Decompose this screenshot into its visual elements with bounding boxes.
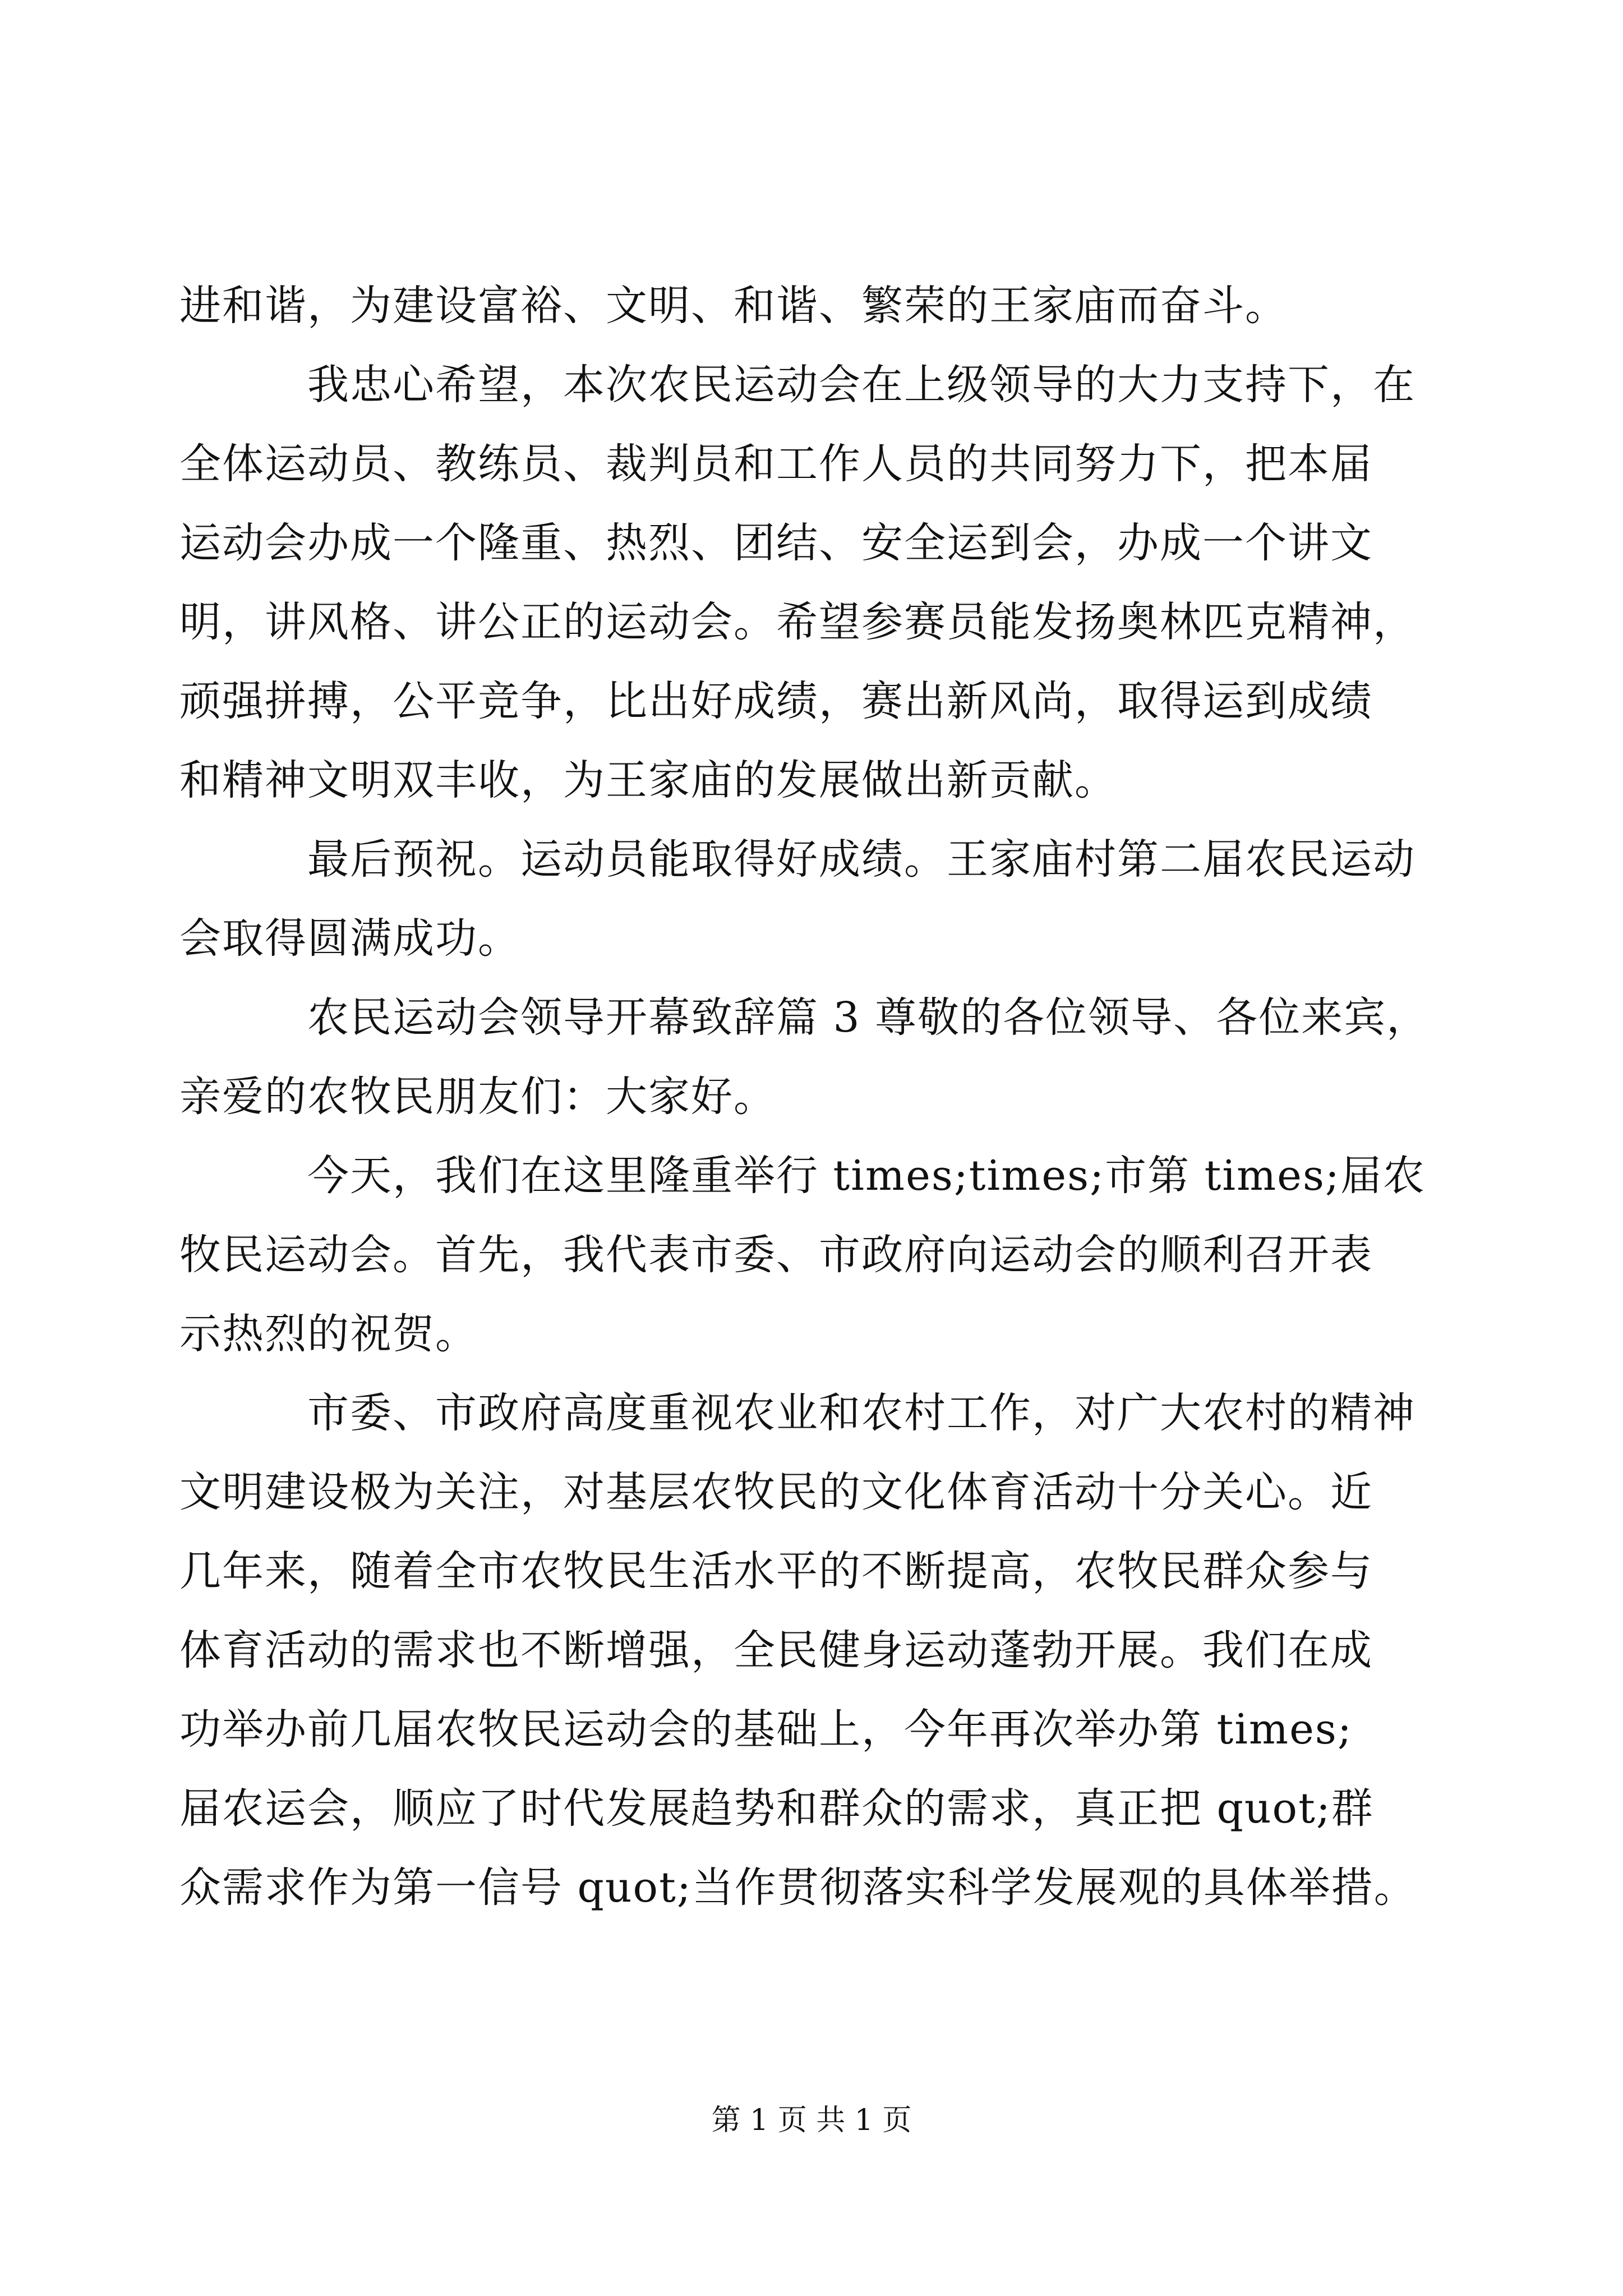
text-line: 牧民运动会。首先，我代表市委、市政府向运动会的顺利召开表 (179, 1231, 1373, 1279)
page-footer: 第 1 页 共 1 页 (711, 2104, 912, 2137)
paragraph (179, 346, 1447, 820)
text-line: 和精神文明双丰收，为王家庙的发展做出新贡献。 (179, 756, 1117, 804)
text-line: 示热烈的祝贺。 (179, 1310, 478, 1358)
text-line: 运动会办成一个隆重、热烈、团结、安全运到会，办成一个讲文 (179, 519, 1373, 567)
text-line: 明，讲风格、讲公正的运动会。希望参赛员能发扬奥林匹克精神， (179, 598, 1415, 646)
paragraph (179, 978, 1447, 1137)
text-line: 功举办前几届农牧民运动会的基础上，今年再次举办第 times; (179, 1705, 1353, 1754)
paragraph (179, 266, 1447, 346)
document-body (179, 266, 1447, 1927)
text-line: 亲爱的农牧民朋友们：大家好。 (179, 1073, 776, 1121)
text-line: 农民运动会领导开幕致辞篇 3 尊敬的各位领导、各位来宾， (307, 993, 1430, 1042)
text-line: 全体运动员、教练员、裁判员和工作人员的共同努力下，把本届 (179, 440, 1373, 488)
text-line: 众需求作为第一信号 quot;当作贯彻落实科学发展观的具体举措。 (179, 1864, 1417, 1912)
paragraph (179, 1374, 1447, 1927)
text-line: 体育活动的需求也不断增强，全民健身运动蓬勃开展。我们在成 (179, 1626, 1373, 1674)
text-line: 进和谐，为建设富裕、文明、和谐、繁荣的王家庙而奋斗。 (179, 282, 1288, 330)
text-line: 最后预祝。运动员能取得好成绩。王家庙村第二届农民运动 (307, 835, 1415, 884)
text-line: 顽强拼搏，公平竞争，比出好成绩，赛出新风尚，取得运到成绩 (179, 677, 1373, 725)
text-line: 会取得圆满成功。 (179, 914, 520, 963)
text-line: 届农运会，顺应了时代发展趋势和群众的需求，真正把 quot;群 (179, 1784, 1374, 1833)
text-line: 市委、市政府高度重视农业和农村工作，对广大农村的精神 (307, 1389, 1415, 1437)
text-line: 几年来，随着全市农牧民生活水平的不断提高，农牧民群众参与 (179, 1547, 1373, 1595)
text-line: 我忠心希望，本次农民运动会在上级领导的大力支持下，在 (307, 361, 1415, 409)
text-line: 文明建设极为关注，对基层农牧民的文化体育活动十分关心。近 (179, 1468, 1373, 1516)
paragraph (179, 1137, 1447, 1374)
text-line: 今天，我们在这里隆重举行 times;times;市第 times;届农 (307, 1152, 1426, 1200)
paragraph (179, 820, 1447, 978)
